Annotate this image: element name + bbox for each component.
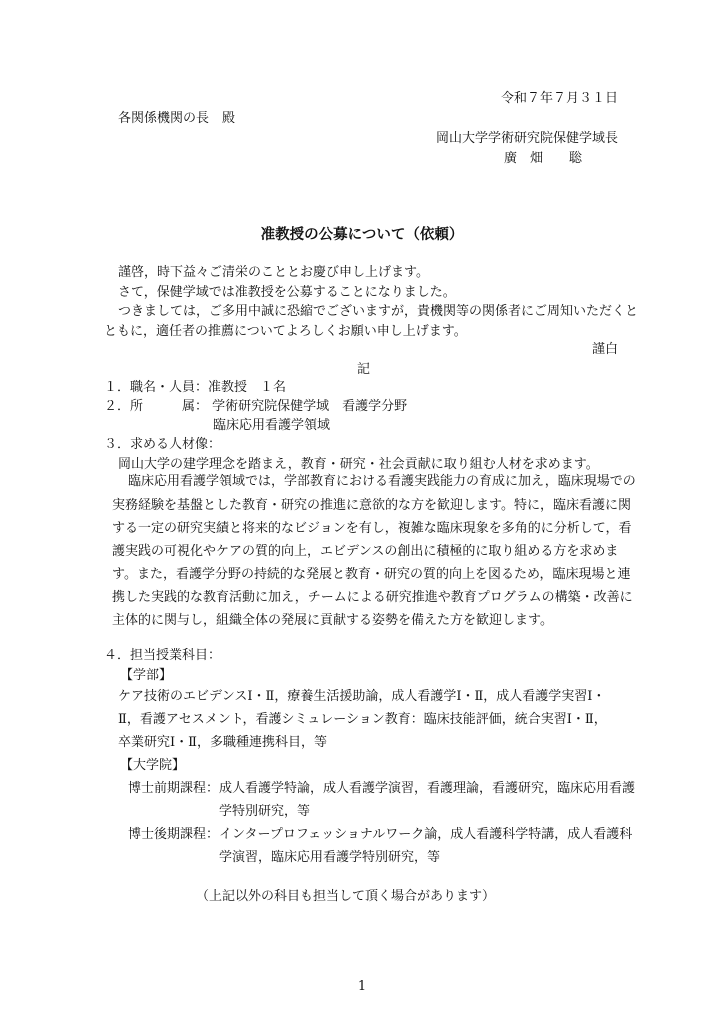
seeking-para-line-4: 護実践の可視化やケアの質的向上，エビデンスの創出に積極的に取り組める方を求めま — [112, 544, 619, 559]
master-line-2: 学特別研究，等 — [219, 804, 311, 819]
intro-line-3: つきましては，ご多用中誠に恐縮でございますが，貴機関等の関係者にご周知いただくと — [118, 304, 639, 319]
sender-name: 廣 畑 聡 — [504, 151, 583, 166]
seeking-para-line-7: 主体的に関与し，組織全体の発展に貢献する姿勢を備えた方を歓迎します。 — [112, 613, 553, 628]
seeking-para-line-3: する一定の研究実績と将来的なビジョンを有し，複雑な臨床現象を多角的に分析して，看 — [112, 521, 632, 536]
intro-line-2: さて，保健学域では准教授を公募することになりました。 — [118, 285, 456, 300]
subjects-note: （上記以外の科目も担当して頂く場合があります） — [196, 889, 496, 904]
intro-line-1: 謹啓，時下益々ご清栄のこととお慶び申し上げます。 — [118, 265, 429, 280]
doctor-line-2: 学演習，臨床応用看護学特別研究，等 — [219, 850, 441, 865]
item-subjects-heading: ４．担当授業科目： — [104, 648, 222, 663]
item-affiliation: ２．所 属： 学術研究院保健学域 看護学分野 — [104, 399, 408, 414]
page-number: 1 — [357, 979, 367, 994]
intro-line-4: ともに，適任者の推薦についてよろしくお願い申し上げます。 — [104, 324, 467, 339]
seeking-line-1: 岡山大学の建学理念を踏まえ，教育・研究・社会貢献に取り組む人材を求めます。 — [118, 457, 599, 472]
item-affiliation-2: 臨床応用看護学領域 — [213, 418, 331, 433]
sender-organization: 岡山大学学術研究院保健学域長 — [435, 131, 618, 146]
seeking-para-line-1: 臨床応用看護学領域では，学部教育における看護実践能力の育成に加え，臨床現場での — [128, 474, 636, 489]
grad-label: 【大学院】 — [120, 758, 186, 773]
item-position: １．職名・人員：准教授 １名 — [104, 380, 287, 395]
date: 令和７年７月３１日 — [500, 91, 618, 106]
item-seeking-heading: ３．求める人材像： — [104, 437, 222, 452]
undergrad-label: 【学部】 — [120, 668, 173, 683]
undergrad-line-3: 卒業研究Ⅰ・Ⅱ，多職種連携科目，等 — [118, 735, 327, 750]
document-title: 准教授の公募について（依頼） — [260, 226, 464, 243]
master-line-1: 博士前期課程：成人看護学特論，成人看護学演習，看護理論，看護研究，臨床応用看護 — [128, 781, 636, 796]
ki-marker: 記 — [357, 362, 371, 377]
undergrad-line-2: Ⅱ，看護アセスメント，看護シミュレーション教育：臨床技能評価，統合実習Ⅰ・Ⅱ， — [118, 712, 607, 727]
closing-word: 謹白 — [591, 342, 618, 357]
seeking-para-line-5: す。また，看護学分野の持続的な発展と教育・研究の質的向上を図るため，臨床現場と連 — [112, 567, 631, 582]
seeking-para-line-6: 携した実践的な教育活動に加え，チームによる研究推進や教育プログラムの構築・改善に — [112, 590, 633, 605]
addressee: 各関係機関の長 殿 — [118, 111, 236, 126]
doctor-line-1: 博士後期課程：インタープロフェッショナルワーク論，成人看護科学特講，成人看護科 — [128, 827, 633, 842]
undergrad-line-1: ケア技術のエビデンスⅠ・Ⅱ，療養生活援助論，成人看護学Ⅰ・Ⅱ，成人看護学実習Ⅰ・ — [118, 689, 606, 704]
seeking-para-line-2: 実務経験を基盤とした教育・研究の推進に意欲的な方を歓迎します。特に，臨床看護に関 — [112, 498, 631, 513]
